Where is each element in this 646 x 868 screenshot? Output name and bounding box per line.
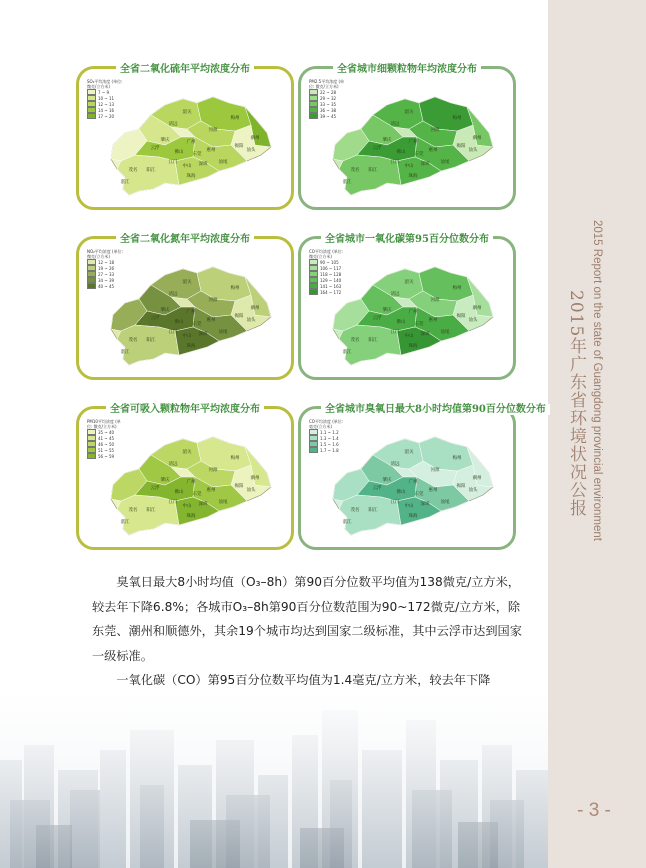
city-label: 汕头	[246, 488, 256, 493]
legend-title: CO平均浓度 (单位: 毫克/立方米)	[309, 419, 344, 429]
city-label: 汕头	[246, 148, 256, 153]
city-label: 揭阳	[456, 144, 466, 149]
city-label: 韶关	[404, 110, 414, 115]
map-legend	[87, 249, 125, 289]
city-label: 汕头	[468, 318, 478, 323]
panel-title: 全省城市臭氧日最大8小时均值第90百分位数分布	[321, 404, 550, 415]
city-label: 茂名	[350, 508, 360, 513]
city-label: 肇庆	[382, 308, 392, 313]
legend-swatch	[309, 113, 318, 119]
city-skyline-image	[0, 690, 548, 868]
legend-label: 7 ~ 9	[98, 89, 109, 95]
legend-item	[309, 289, 347, 295]
city-label: 河源	[208, 468, 218, 473]
city-label: 东莞	[192, 492, 202, 497]
city-label: 中山	[182, 504, 192, 509]
legend-label: 12 ~ 18	[98, 259, 115, 265]
city-label: 揭阳	[234, 484, 244, 489]
legend-label: 14 ~ 16	[98, 107, 115, 113]
city-label: 珠海	[408, 174, 418, 179]
city-label: 茂名	[128, 508, 138, 513]
map-legend	[309, 79, 347, 119]
city-label: 中山	[404, 504, 414, 509]
city-label: 江门	[390, 330, 400, 335]
legend-swatch	[87, 453, 96, 459]
legend-item	[87, 113, 125, 119]
city-label: 江门	[390, 500, 400, 505]
city-label: 梅州	[452, 286, 462, 291]
city-label: 梅州	[452, 456, 462, 461]
city-label: 江门	[168, 500, 178, 505]
city-label: 汕尾	[218, 330, 228, 335]
panel-o3-map	[298, 404, 546, 550]
legend-label: 118 ~ 128	[320, 271, 342, 277]
city-label: 肇庆	[160, 138, 170, 143]
city-label: 河源	[430, 128, 440, 133]
panel-title: 全省城市一氧化碳第95百分位数分布	[321, 234, 493, 245]
city-label: 东莞	[192, 152, 202, 157]
legend-label: 34 ~ 39	[98, 277, 115, 283]
city-label: 韶关	[404, 280, 414, 285]
city-label: 惠州	[428, 148, 438, 153]
city-label: 广州	[186, 480, 196, 485]
legend-label: 129 ~ 140	[320, 277, 342, 283]
city-label: 汕尾	[440, 160, 450, 165]
panel-no2-map	[76, 236, 294, 380]
map-legend	[87, 419, 125, 459]
city-label: 阳江	[146, 508, 156, 513]
legend-item	[87, 283, 125, 289]
city-label: 河源	[430, 468, 440, 473]
city-label: 珠海	[186, 514, 196, 519]
city-label: 深圳	[420, 162, 430, 167]
city-label: 深圳	[198, 332, 208, 337]
legend-title: PM2.5平均浓度 (单位: 微克/立方米)	[309, 79, 345, 89]
city-label: 深圳	[420, 332, 430, 337]
legend-swatch	[309, 447, 318, 453]
city-label: 阳江	[368, 508, 378, 513]
city-label: 潮州	[472, 476, 482, 481]
city-label: 佛山	[396, 150, 406, 155]
city-label: 佛山	[396, 320, 406, 325]
legend-label: 35 ~ 40	[98, 429, 115, 435]
legend-label: 10 ~ 11	[98, 95, 115, 101]
legend-label: 33 ~ 35	[320, 101, 337, 107]
panel-title: 全省城市细颗粒物年均浓度分布	[333, 64, 481, 75]
legend-label: 36 ~ 38	[320, 107, 337, 113]
legend-label: 141 ~ 163	[320, 283, 342, 289]
city-label: 东莞	[414, 322, 424, 327]
city-label: 肇庆	[382, 478, 392, 483]
city-label: 揭阳	[234, 314, 244, 319]
paragraph-o3: 臭氧日最大8小时均值（O₃–8h）第90百分位数平均值为138微克/立方米，较去年下降6.8%；各城市O₃–8h第90百分位数范围为90~172微克/立方米，除东莞、潮州和顺德外，其余19个城市均达到国家二级标准，其中云浮市达到国家一级标准。	[92, 575, 522, 663]
report-title-en: 2015 Report on the state of Guangdong provincial environment	[591, 220, 603, 541]
city-label: 云浮	[372, 486, 382, 491]
city-label: 佛山	[174, 150, 184, 155]
map-legend	[309, 419, 347, 453]
city-label: 佛山	[396, 490, 406, 495]
legend-label: 51 ~ 55	[98, 447, 115, 453]
city-label: 阳江	[146, 338, 156, 343]
city-label: 江门	[168, 160, 178, 165]
legend-title: SO₂平均浓度 (单位: 微克/立方米)	[87, 79, 123, 89]
city-label: 云浮	[150, 146, 160, 151]
city-label: 潮州	[472, 136, 482, 141]
legend-label: 1.1 ~ 1.2	[320, 429, 339, 435]
legend-label: 29 ~ 32	[320, 95, 337, 101]
city-label: 中山	[404, 164, 414, 169]
city-label: 茂名	[128, 338, 138, 343]
city-label: 梅州	[230, 456, 240, 461]
legend-item	[87, 453, 125, 459]
legend-label: 90 ~ 105	[320, 259, 339, 265]
panel-title: 全省可吸入颗粒物年平均浓度分布	[106, 404, 264, 415]
city-label: 云浮	[372, 146, 382, 151]
city-label: 中山	[182, 164, 192, 169]
city-label: 佛山	[174, 490, 184, 495]
city-label: 惠州	[428, 488, 438, 493]
city-label: 揭阳	[456, 314, 466, 319]
city-label: 湛江	[342, 350, 352, 355]
city-label: 湛江	[120, 180, 130, 185]
city-label: 江门	[168, 330, 178, 335]
legend-label: 164 ~ 172	[320, 289, 342, 295]
city-label: 肇庆	[160, 308, 170, 313]
legend-label: 1.5 ~ 1.6	[320, 441, 339, 447]
city-label: 梅州	[230, 286, 240, 291]
city-label: 珠海	[186, 174, 196, 179]
city-label: 梅州	[230, 116, 240, 121]
city-label: 韶关	[404, 450, 414, 455]
city-label: 汕尾	[218, 500, 228, 505]
legend-label: 12 ~ 13	[98, 101, 115, 107]
city-label: 惠州	[428, 318, 438, 323]
city-label: 潮州	[250, 136, 260, 141]
legend-label: 22 ~ 28	[320, 89, 337, 95]
city-label: 广州	[408, 140, 418, 145]
city-label: 惠州	[206, 148, 216, 153]
panel-pm10-map	[76, 406, 294, 550]
city-label: 茂名	[350, 338, 360, 343]
city-label: 阳江	[368, 338, 378, 343]
legend-label: 1.7 ~ 1.8	[320, 447, 339, 453]
city-label: 惠州	[206, 488, 216, 493]
legend-title: PM10平均浓度 (单位: 微克/立方米)	[87, 419, 121, 429]
city-label: 珠海	[408, 344, 418, 349]
legend-label: 106 ~ 117	[320, 265, 342, 271]
city-label: 茂名	[350, 168, 360, 173]
city-label: 深圳	[198, 162, 208, 167]
city-label: 江门	[390, 160, 400, 165]
legend-swatch	[309, 289, 318, 295]
city-label: 东莞	[192, 322, 202, 327]
city-label: 梅州	[452, 116, 462, 121]
panel-title: 全省二氧化硫年平均浓度分布	[116, 64, 254, 75]
city-label: 汕头	[468, 148, 478, 153]
city-label: 云浮	[150, 316, 160, 321]
city-label: 广州	[186, 310, 196, 315]
legend-label: 39 ~ 45	[320, 113, 337, 119]
report-title-cn: 2015年广东省环境状况公报	[566, 290, 586, 518]
paragraph-co: 一氧化碳（CO）第95百分位数平均值为1.4毫克/立方米，较去年下降	[116, 673, 491, 687]
city-label: 潮州	[472, 306, 482, 311]
city-label: 清远	[168, 292, 178, 297]
legend-title: CO平均浓度 (单位: 微克/立方米)	[309, 249, 344, 259]
city-label: 韶关	[182, 450, 192, 455]
legend-label: 40 ~ 45	[98, 283, 115, 289]
city-label: 中山	[404, 334, 414, 339]
city-label: 汕头	[468, 488, 478, 493]
city-label: 深圳	[198, 502, 208, 507]
legend-label: 41 ~ 45	[98, 435, 115, 441]
city-label: 潮州	[250, 476, 260, 481]
city-label: 揭阳	[234, 144, 244, 149]
city-label: 云浮	[372, 316, 382, 321]
city-label: 肇庆	[382, 138, 392, 143]
city-label: 云浮	[150, 486, 160, 491]
legend-item	[309, 447, 347, 453]
legend-label: 56 ~ 59	[98, 453, 115, 459]
city-label: 肇庆	[160, 478, 170, 483]
panel-pm25-map	[298, 66, 516, 210]
city-label: 深圳	[420, 502, 430, 507]
city-label: 河源	[430, 298, 440, 303]
city-label: 韶关	[182, 280, 192, 285]
city-label: 广州	[186, 140, 196, 145]
city-label: 湛江	[342, 520, 352, 525]
city-label: 湛江	[120, 350, 130, 355]
city-label: 广州	[408, 480, 418, 485]
city-label: 揭阳	[456, 484, 466, 489]
panel-co-map	[298, 236, 516, 380]
city-label: 佛山	[174, 320, 184, 325]
city-label: 清远	[390, 292, 400, 297]
panel-title: 全省二氧化氮年平均浓度分布	[116, 234, 254, 245]
city-label: 汕尾	[218, 160, 228, 165]
city-label: 汕尾	[440, 500, 450, 505]
map-legend	[309, 249, 347, 295]
city-label: 河源	[208, 298, 218, 303]
city-label: 湛江	[342, 180, 352, 185]
city-label: 东莞	[414, 492, 424, 497]
legend-item	[309, 113, 347, 119]
legend-label: 17 ~ 20	[98, 113, 115, 119]
city-label: 珠海	[408, 514, 418, 519]
legend-swatch	[87, 113, 96, 119]
city-label: 清远	[390, 122, 400, 127]
city-label: 湛江	[120, 520, 130, 525]
city-label: 清远	[390, 462, 400, 467]
city-label: 茂名	[128, 168, 138, 173]
city-label: 珠海	[186, 344, 196, 349]
city-label: 潮州	[250, 306, 260, 311]
legend-swatch	[87, 283, 96, 289]
city-label: 阳江	[146, 168, 156, 173]
legend-label: 1.3 ~ 1.4	[320, 435, 339, 441]
legend-label: 27 ~ 33	[98, 271, 115, 277]
city-label: 汕头	[246, 318, 256, 323]
city-label: 广州	[408, 310, 418, 315]
legend-label: 46 ~ 50	[98, 441, 115, 447]
city-label: 东莞	[414, 152, 424, 157]
city-label: 清远	[168, 122, 178, 127]
city-label: 河源	[208, 128, 218, 133]
city-label: 汕尾	[440, 330, 450, 335]
city-label: 韶关	[182, 110, 192, 115]
city-label: 中山	[182, 334, 192, 339]
page-number: - 3 -	[577, 800, 611, 821]
legend-title: NO₂平均浓度 (单位: 微克/立方米)	[87, 249, 123, 259]
legend-label: 19 ~ 26	[98, 265, 115, 271]
city-label: 阳江	[368, 168, 378, 173]
city-label: 清远	[168, 462, 178, 467]
map-legend	[87, 79, 125, 119]
panel-so2-map	[76, 66, 294, 210]
city-label: 惠州	[206, 318, 216, 323]
